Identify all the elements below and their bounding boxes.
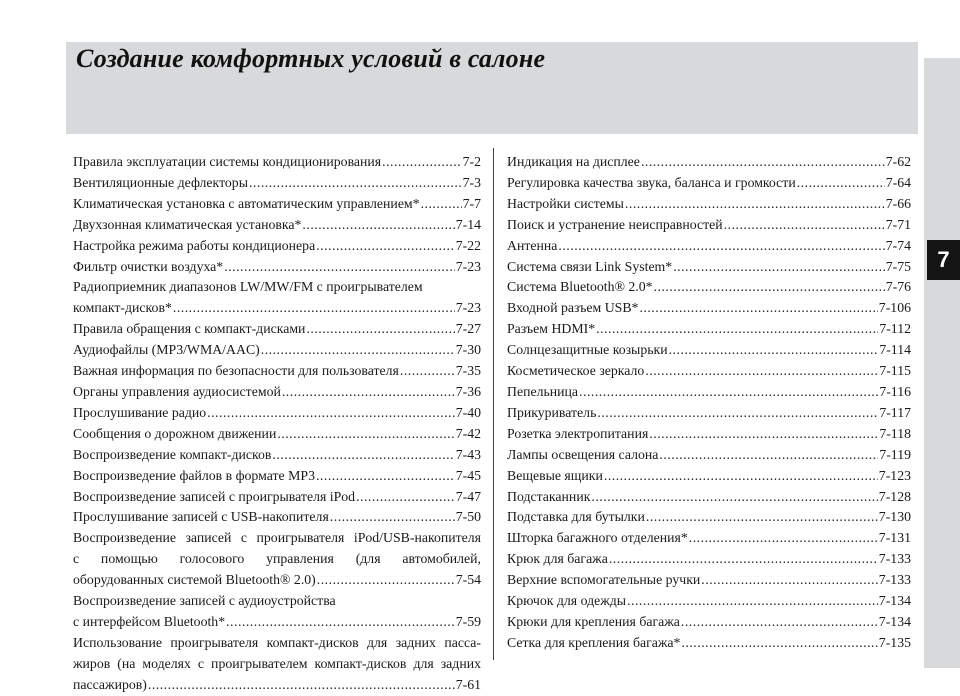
toc-entry-title: Сообщения о дорожном движении [73,425,277,441]
toc-entry-title: Воспроизведение файлов в формате MP3 [73,467,315,483]
toc-page-number: 7-128 [878,488,911,504]
toc-entry-title: Воспроизведение записей с проигрывателя iPod [73,488,356,504]
toc-entry[interactable] [507,361,911,382]
dot-leader [277,424,454,445]
dot-leader [330,507,455,528]
dot-leader [302,215,454,236]
toc-entry[interactable] [73,466,481,487]
toc-entry-title: Крюк для багажа [507,551,608,567]
dot-leader [317,570,455,591]
toc-entry[interactable] [507,612,911,633]
toc-page-number: 7-71 [885,216,911,232]
toc-entry-title: Входной разъем USB* [507,300,639,316]
dot-leader [597,403,878,424]
toc-page-number: 7-23 [455,258,481,274]
toc-entry-title: Подстаканник [507,488,591,504]
toc-page-number: 7-40 [455,404,481,420]
dot-leader [148,675,455,696]
dot-leader [316,466,455,487]
toc-entry[interactable] [73,528,481,591]
toc-entry[interactable] [507,215,911,236]
toc-entry[interactable] [507,277,911,298]
toc-entry[interactable] [507,403,911,424]
toc-entry-title: Система Bluetooth® 2.0* [507,279,653,295]
toc-page-number: 7-42 [455,425,481,441]
toc-entry[interactable] [507,507,911,528]
toc-entry[interactable] [73,382,481,403]
toc-entry-title: Верхние вспомогательные ручки [507,572,701,588]
toc-page-number: 7-22 [455,237,481,253]
dot-leader [609,549,878,570]
toc-entry-line: Радиоприемник диапазонов LW/MW/FM с проигрывателем [73,279,423,295]
toc-entry-title: Прикуриватель [507,404,597,420]
toc-left-column [73,152,481,696]
toc-entry-title: Разъем HDMI* [507,321,596,337]
toc-page-number: 7-62 [885,154,911,169]
toc-entry-title: Антенна [507,237,558,253]
toc-entry-line: с помощью голосового управления (для автомобилей, [73,551,481,567]
toc-page-number: 7-135 [878,634,911,650]
toc-entry[interactable] [507,340,911,361]
toc-entry-title: Косметическое зеркало [507,363,645,379]
toc-entry[interactable] [507,236,911,257]
dot-leader [356,487,455,508]
toc-page-number: 7-134 [878,593,911,609]
toc-entry-title: Индикация на дисплее [507,154,640,169]
toc-entry[interactable] [73,319,481,340]
toc-entry[interactable] [507,591,911,612]
toc-entry[interactable] [507,382,911,403]
toc-entry[interactable] [507,194,911,215]
dot-leader [681,612,878,633]
toc-entry[interactable] [73,215,481,236]
toc-page-number: 7-76 [885,279,911,295]
toc-page-number: 7-14 [455,216,481,232]
toc-page-number: 7-74 [885,237,911,253]
toc-entry-title: Сетка для крепления багажа* [507,634,681,650]
toc-page-number: 7-35 [455,363,481,379]
toc-entry[interactable] [507,466,911,487]
dot-leader [625,194,885,215]
dot-leader [207,403,455,424]
toc-page-number: 7-114 [879,342,911,358]
toc-entry-title: Правила обращения с компакт-дисками [73,321,306,337]
toc-page-number: 7-75 [885,258,911,274]
toc-page-number: 7-64 [885,174,911,190]
toc-entry-title: Крюки для крепления багажа [507,613,680,629]
toc-entry[interactable] [73,507,481,528]
column-divider [493,148,494,660]
toc-entry[interactable] [73,487,481,508]
dot-leader [173,298,455,319]
toc-entry-title: Регулировка качества звука, баланса и громкости [507,174,796,190]
toc-page-number: 7-54 [455,572,481,588]
toc-entry-title: Воспроизведение компакт-дисков [73,446,272,462]
toc-page-number: 7-130 [878,509,911,525]
dot-leader [701,570,878,591]
dot-leader [604,466,878,487]
dot-leader [646,507,878,528]
toc-entry[interactable] [507,633,911,654]
dot-leader [673,257,885,278]
toc-entry[interactable] [73,633,481,696]
toc-entry-title: Аудиофайлы (MP3/WMA/AAC) [73,342,260,358]
toc-page-number: 7-115 [879,363,911,379]
dot-leader [724,215,885,236]
toc-page-number: 7-133 [878,551,911,567]
toc-page-number: 7-66 [885,195,911,211]
toc-entry-title: Система связи Link System* [507,258,673,274]
toc-entry[interactable] [73,236,481,257]
toc-page-number: 7-106 [878,300,911,316]
toc-entry-title: Климатическая установка с автоматическим управлением* [73,195,420,211]
dot-leader [579,382,878,403]
toc-entry[interactable] [73,257,481,278]
toc-entry-title: Поиск и устранение неисправностей [507,216,723,232]
dot-leader [681,633,877,654]
dot-leader [421,194,462,215]
toc-page-number: 7-112 [879,321,911,337]
toc-page-number: 7-36 [455,383,481,399]
toc-page-number: 7-47 [455,488,481,504]
toc-page-number: 7-133 [878,572,911,588]
toc-entry[interactable] [507,298,911,319]
toc-entry-title: Важная информация по безопасности для пользователя [73,363,399,379]
toc-entry-title: Фильтр очистки воздуха* [73,258,224,274]
toc-entry[interactable] [507,487,911,508]
toc-entry[interactable] [507,570,911,591]
toc-entry[interactable] [507,257,911,278]
toc-page-number: 7-23 [455,300,481,316]
toc-entry-title: Шторка багажного отделения* [507,530,688,546]
toc-entry-title: Настройка режима работы кондиционера [73,237,316,253]
dot-leader [645,361,878,382]
chapter-number-badge: 7 [927,240,960,280]
dot-leader [226,612,455,633]
dot-leader [627,591,878,612]
toc-entry-title: Пепельница [507,383,579,399]
dot-leader [591,487,877,508]
toc-entry-title: Лампы освещения салона [507,446,659,462]
toc-page-number: 7-134 [878,613,911,629]
toc-page-number: 7-3 [462,174,481,190]
toc-entry[interactable] [507,528,911,549]
toc-entry[interactable] [73,340,481,361]
toc-entry[interactable] [73,361,481,382]
toc-page-number: 7-116 [879,383,911,399]
toc-entry[interactable] [73,173,481,194]
toc-page-number: 7-30 [455,342,481,358]
toc-entry[interactable] [507,319,911,340]
toc-entry-title: пассажиров) [73,676,147,692]
dot-leader [669,340,879,361]
toc-page-number: 7-43 [455,446,481,462]
toc-page-number: 7-27 [455,321,481,337]
toc-page-number: 7-50 [455,509,481,525]
toc-entry-line: жиров (на моделях с проигрывателем компакт-дисков для задних [73,655,481,671]
toc-entry-title: оборудованных системой Bluetooth® 2.0) [73,572,316,588]
dot-leader [649,424,878,445]
toc-page-number: 7-118 [879,425,911,441]
dot-leader [282,382,455,403]
toc-entry[interactable] [73,591,481,633]
dot-leader [639,298,877,319]
toc-entry[interactable] [507,549,911,570]
toc-page-number: 7-131 [878,530,911,546]
toc-page-number: 7-7 [462,195,481,211]
toc-entry-title: Солнцезащитные козырьки [507,342,668,358]
toc-entry-title: Крючок для одежды [507,593,627,609]
toc-entry[interactable] [507,445,911,466]
toc-entry-title: Прослушивание радио [73,404,207,420]
chapter-side-tab [924,58,960,668]
toc-entry-line: Использование проигрывателя компакт-дисков для задних пасса- [73,634,481,650]
toc-entry[interactable] [73,194,481,215]
dot-leader [641,152,885,173]
toc-page-number: 7-117 [879,404,911,420]
toc-entry[interactable] [73,152,481,173]
dot-leader [261,340,455,361]
dot-leader [558,236,884,257]
toc-entry-title: Вещевые ящики [507,467,603,483]
toc-entry-title: Подставка для бутылки [507,509,645,525]
dot-leader [224,257,454,278]
dot-leader [272,445,454,466]
toc-entry[interactable] [73,403,481,424]
section-header [66,42,918,134]
toc-entry-title: Двухзонная климатическая установка* [73,216,302,232]
toc-entry[interactable] [73,445,481,466]
toc-page-number: 7-2 [462,154,481,169]
toc-entry-title: Органы управления аудиосистемой [73,383,281,399]
dot-leader [797,173,885,194]
toc-entry-title: компакт-дисков* [73,300,172,316]
toc-entry-title: с интерфейсом Bluetooth* [73,613,226,629]
toc-right-column [507,152,911,654]
dot-leader [654,277,885,298]
dot-leader [316,236,455,257]
toc-page-number: 7-45 [455,467,481,483]
toc-entry-title: Настройки системы [507,195,624,211]
section-title: Создание комфортных условий в салоне [76,44,546,73]
dot-leader [400,361,455,382]
toc-page-number: 7-61 [455,676,481,692]
dot-leader [596,319,878,340]
toc-entry-line: Воспроизведение записей с проигрывателя iPod/USB-накопителя [73,530,481,546]
toc-entry-title: Розетка электропитания [507,425,649,441]
toc-entry[interactable] [73,277,481,319]
toc-entry[interactable] [507,173,911,194]
toc-page-number: 7-119 [879,446,911,462]
dot-leader [306,319,454,340]
dot-leader [382,152,461,173]
toc-entry-title: Прослушивание записей с USB-накопителя [73,509,329,525]
toc-page-number: 7-123 [878,467,911,483]
dot-leader [689,528,878,549]
dot-leader [659,445,878,466]
toc-entry[interactable] [73,424,481,445]
toc-page-number: 7-59 [455,613,481,629]
toc-entry-title: Вентиляционные дефлекторы [73,174,248,190]
toc-entry[interactable] [507,424,911,445]
toc-entry-title: Правила эксплуатации системы кондиционирования [73,154,382,169]
toc-entry[interactable] [507,152,911,173]
dot-leader [249,173,462,194]
toc-entry-line: Воспроизведение записей с аудиоустройства [73,593,336,609]
